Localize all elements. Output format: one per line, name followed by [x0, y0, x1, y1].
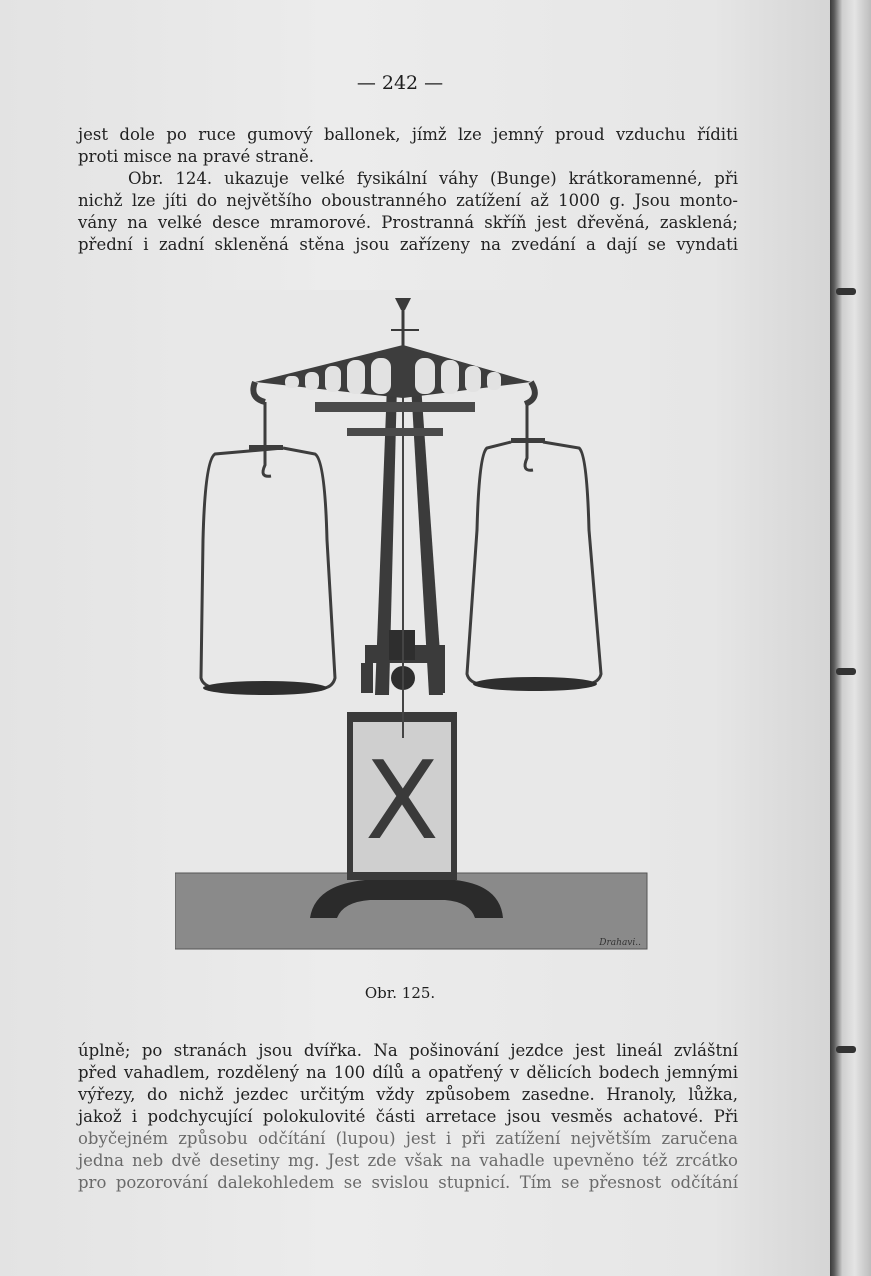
balance-scale-figure	[175, 290, 650, 950]
text-line: přední i zadní skleněná stěna jsou zařízeny na zvedání a dají se vyndati	[78, 235, 738, 254]
binding-ring	[836, 668, 856, 675]
text-line: úplně; po stranách jsou dvířka. Na pošinování jezdce jest lineál zvláštní	[78, 1041, 738, 1060]
binding-ring	[836, 1046, 856, 1053]
text-line: jakož i podchycující polokulovité části arretace jsou vesměs achatové. Při	[78, 1107, 738, 1126]
engraver-signature: Drahavi..	[599, 938, 641, 948]
text-line: jest dole po ruce gumový ballonek, jímž lze jemný proud vzduchu říditi	[78, 125, 738, 144]
page-edge-binding	[830, 0, 871, 1276]
text-line: jedna neb dvě desetiny mg. Jest zde však na vahadle upevněno též zrcátko	[78, 1151, 738, 1170]
right-weighing-pan	[473, 677, 597, 691]
svg-text:X: X	[365, 739, 439, 864]
left-weighing-pan	[203, 681, 327, 695]
figure-caption: Obr. 125.	[364, 984, 436, 1002]
text-line: před vahadlem, rozdělený na 100 dílů a opatřený v dělicích bodech jemnými	[78, 1063, 738, 1082]
text-line: nichž lze jíti do největšího oboustranného zatížení až 1000 g. Jsou monto-	[78, 191, 738, 210]
text-line: proti misce na pravé straně.	[78, 147, 314, 166]
text-line: vány na velké desce mramorové. Prostranná skříň jest dřevěná, zasklená;	[78, 213, 738, 232]
text-line: výřezy, do nichž jezdec určitým vždy způsobem zasedne. Hranoly, lůžka,	[78, 1085, 738, 1104]
page-number: — 242 —	[356, 72, 444, 94]
text-line: obyčejném způsobu odčítání (lupou) jest i při zatížení největším zaručena	[78, 1129, 738, 1148]
binding-ring	[836, 288, 856, 295]
text-line: pro pozorování dalekohledem se svislou stupnicí. Tím se přesnost odčítání	[78, 1173, 738, 1192]
text-line: Obr. 124. ukazuje velké fysikální váhy (Bunge) krátkoramenné, při	[128, 169, 738, 188]
